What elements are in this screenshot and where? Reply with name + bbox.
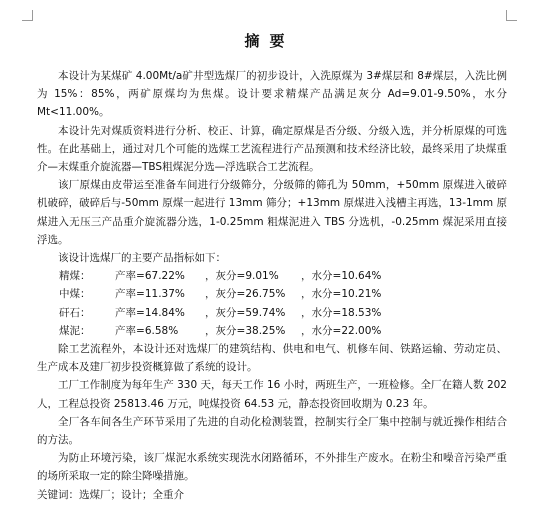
paragraph-environment: 为防止环境污染，该厂煤泥水系统实现洗水闭路循环，不外排生产废水。在粉尘和噪音污染严重的场所采取一定的除尘降噪措施。 bbox=[37, 452, 507, 483]
product-ash: ，灰分=26.75% bbox=[205, 288, 286, 301]
paragraph-intro: 本设计为某煤矿 4.00Mt/a矿井型选煤厂的初步设计，入洗原煤为 3#煤层和 8#煤层，入洗比例为 15%：85%，两矿原煤均为焦煤。设计要求精煤产品满足灰分 Ad=9.01-9.50%，水分 Mt<11.00%。 bbox=[37, 70, 507, 119]
paragraph-products-heading: 该设计选煤厂的主要产品指标如下： bbox=[58, 252, 226, 265]
product-yield: 产率=11.37% bbox=[115, 288, 185, 301]
product-name: 煤泥： bbox=[59, 324, 91, 337]
paragraph-process: 该厂原煤由皮带运至准备车间进行分级筛分，分级筛的筛孔为 50mm，+50mm 原煤进入破碎机破碎，破碎后与-50mm 原煤一起进行 13mm 筛分；+13mm 原煤进入浅槽主再选，13-1mm 原煤进入无压三产品重介旋流器分选，1-0.25mm 粗煤泥进入 TBS 分选机，-0.25mm 煤泥采用直接浮选。 bbox=[37, 179, 507, 246]
paragraph-other-design: 除工艺流程外，本设计还对选煤厂的建筑结构、供电和电气、机修车间、铁路运输、劳动定员、生产成本及建厂初步投资概算做了系统的设计。 bbox=[37, 343, 507, 374]
product-ash: ，灰分=9.01% bbox=[205, 270, 279, 283]
paragraph-analysis: 本设计先对煤质资料进行分析、校正、计算，确定原煤是否分级、分级入选，并分析原煤的可选性。在此基础上，通过对几个可能的选煤工艺流程进行产品预测和技术经济比较，最终采用了块煤重介—末煤重介旋流器—TBS粗煤泥分选—浮选联合工艺流程。 bbox=[37, 124, 507, 174]
document-title: 摘要 bbox=[244, 32, 295, 50]
product-ash: ，灰分=59.74% bbox=[205, 306, 286, 319]
product-moisture: ，水分=10.21% bbox=[301, 288, 382, 301]
paragraph-work-schedule: 工厂工作制度为每年生产 330 天，每天工作 16 小时，两班生产，一班检修。全厂在籍人数 202 人，工程总投资 25813.46 万元，吨煤投资 64.53 元，静态投资回收期为 0.23 年。 bbox=[37, 379, 507, 410]
paragraph-automation: 全厂各车间各生产环节采用了先进的自动化检测装置，控制实行全厂集中控制与就近操作相结合的方法。 bbox=[37, 415, 507, 447]
product-name: 矸石： bbox=[59, 306, 91, 319]
product-name: 中煤： bbox=[59, 288, 91, 301]
product-name: 精煤： bbox=[59, 270, 91, 283]
product-yield: 产率=14.84% bbox=[115, 306, 185, 319]
keywords: 关键词：选煤厂；设计；全重介 bbox=[37, 488, 184, 501]
product-ash: ，灰分=38.25% bbox=[205, 324, 286, 337]
product-moisture: ，水分=18.53% bbox=[301, 306, 382, 319]
product-row bbox=[59, 267, 507, 285]
product-row bbox=[59, 285, 507, 303]
product-row bbox=[59, 322, 507, 340]
abstract-body bbox=[37, 67, 507, 504]
product-yield: 产率=6.58% bbox=[115, 324, 179, 337]
margin-corner-mark-top-right bbox=[506, 10, 517, 21]
margin-corner-mark-top-left bbox=[22, 10, 33, 21]
product-row bbox=[59, 304, 507, 322]
product-moisture: ，水分=22.00% bbox=[301, 324, 382, 337]
product-moisture: ，水分=10.64% bbox=[301, 270, 382, 283]
product-yield: 产率=67.22% bbox=[115, 270, 185, 283]
